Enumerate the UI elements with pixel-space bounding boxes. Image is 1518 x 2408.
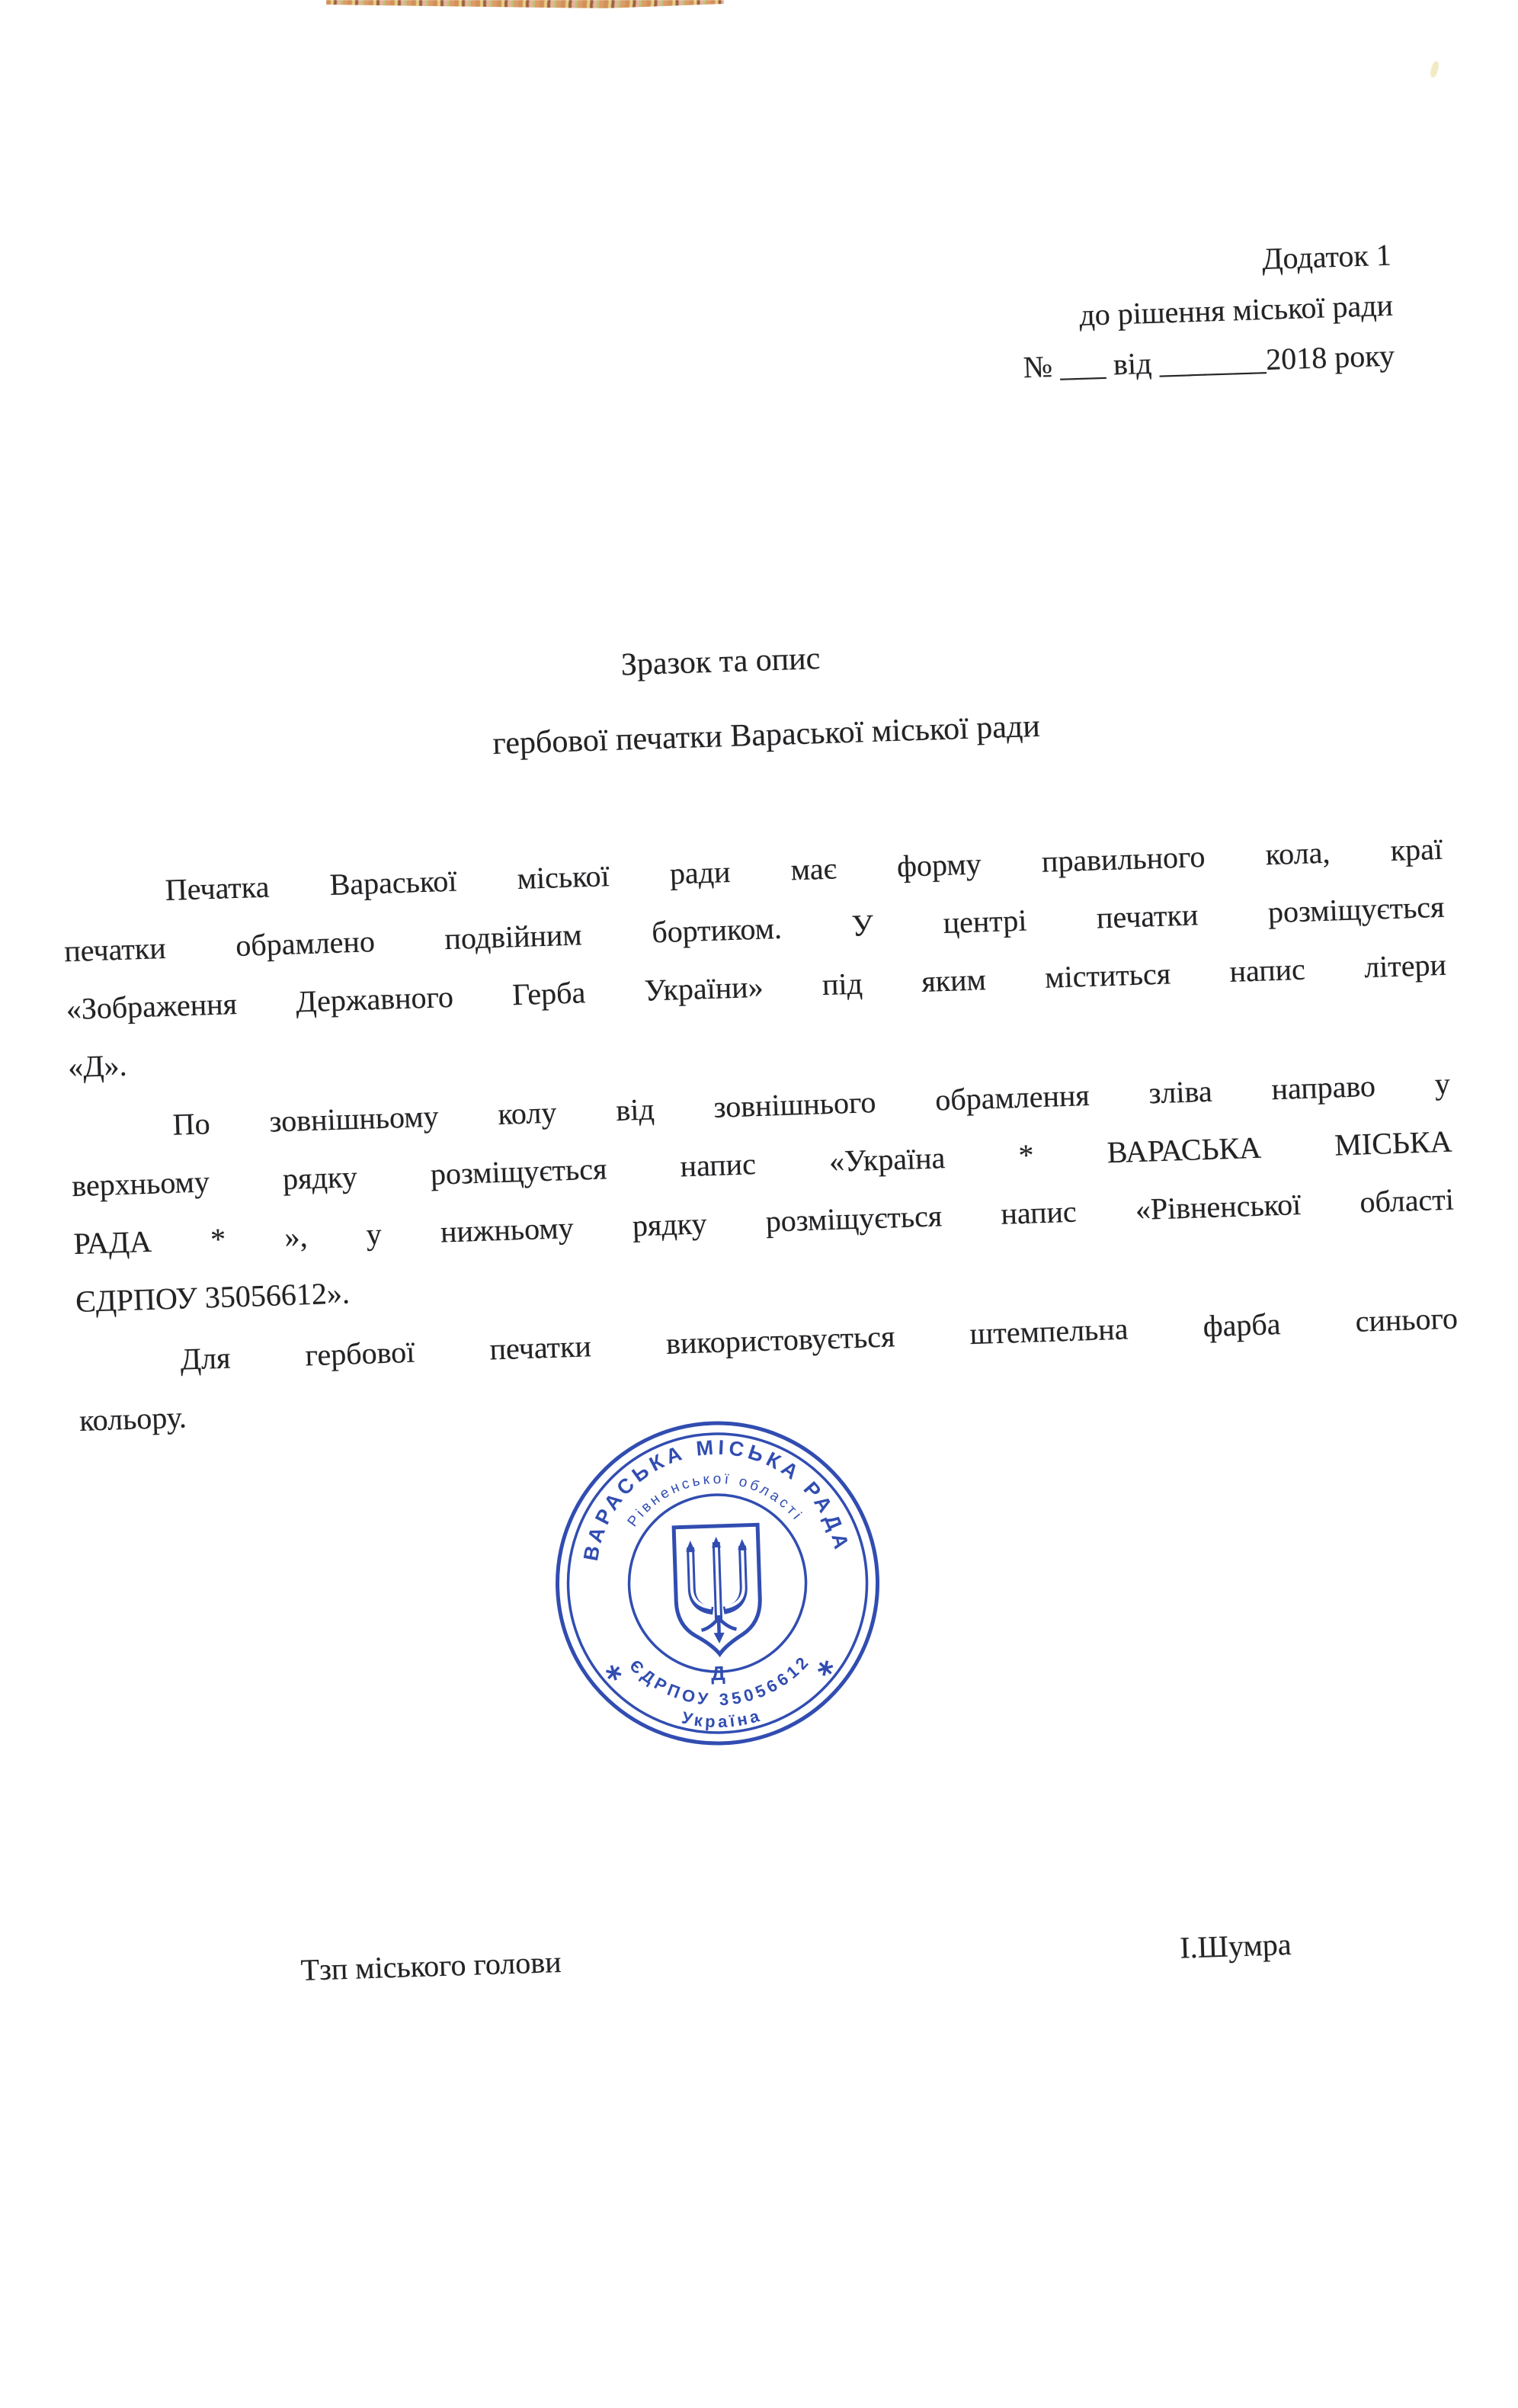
paragraph-line: Для гербової печатки використовується штемпельна фарба синього (179, 1300, 1459, 1377)
paragraph-line: «Д». (67, 1047, 128, 1085)
star-right-icon (817, 1659, 833, 1677)
seal-district-arc-text: Рівненської області (624, 1470, 806, 1531)
seal-country-arc-text: Україна (680, 1705, 764, 1732)
paragraph-line: ЄДРПОУ 35056612». (75, 1275, 351, 1319)
appendix-number-line: Додаток 1 (1261, 237, 1392, 277)
decision-reference-line: до рішення міської ради (1078, 287, 1394, 332)
seal-edrpou-arc-text: ЄДРПОУ 35056612 (626, 1650, 815, 1710)
signature-title: Тзп міського голови (299, 1944, 562, 1987)
title-line-1: Зразок та опис (620, 641, 821, 683)
seal-center-letter: Д (710, 1661, 726, 1685)
paragraph-line: Печатка Вараської міської ради має форму правильного кола, краї (165, 831, 1443, 907)
paragraph-line: верхньому рядку розміщується напис «Україна * ВАРАСЬКА МІСЬКА (71, 1124, 1453, 1204)
paragraph-line: «Зображення Державного Герба України» під яким міститься напис літери (66, 947, 1447, 1027)
paragraph-line: печатки обрамлено подвійним бортиком. У центрі печатки розміщується (63, 889, 1446, 969)
paragraph-line: РАДА * », у нижньому рядку розміщується напис «Рівненської області (72, 1182, 1455, 1262)
title-line-2: гербової печатки Вараської міської ради (492, 708, 1041, 762)
document-title (55, 617, 1439, 780)
appendix-header (1020, 230, 1396, 393)
paragraph-line: По зовнішньому колу від зовнішнього обрамлення зліва направо у (172, 1066, 1451, 1142)
seal-council-arc-text: ВАРАСЬКА МІСЬКА РАДА (579, 1435, 854, 1563)
document-body (62, 820, 1461, 1453)
paragraph-2 (69, 1055, 1457, 1331)
signature-name: І.Шумра (1179, 1926, 1292, 1965)
paragraph-1 (62, 820, 1449, 1096)
paragraph-line: кольору. (78, 1400, 187, 1438)
star-left-icon (605, 1663, 622, 1682)
official-seal-stamp (521, 1387, 914, 1780)
number-date-line: № ___ від _______2018 року (1023, 338, 1395, 385)
